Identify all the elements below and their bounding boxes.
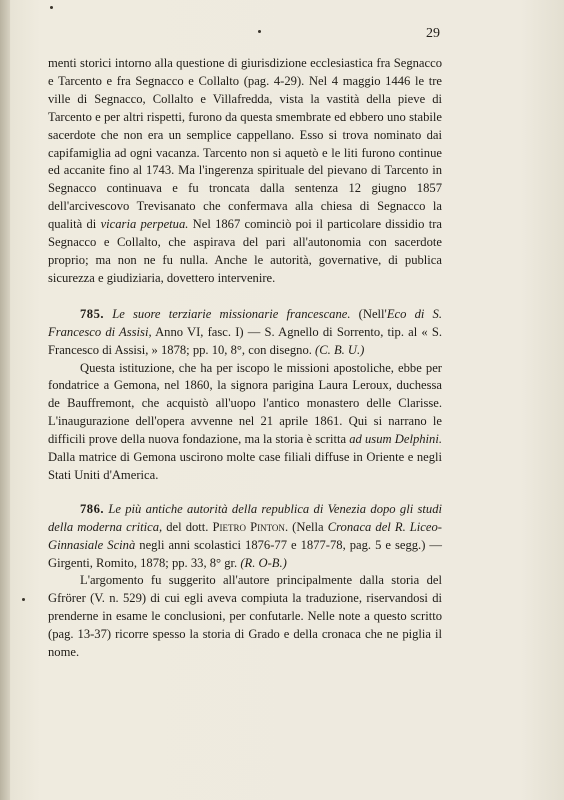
intro-text-end: Nel 1867 cominciò poi il particolare dissidio tra Segnacco e Collalto, che aspirava del pari all'autonomia con sacerdote proprio; ma non ne fu nulla. Anche le autorità, governative, di publica sicurezza e giudiziaria, dovettero intervenire. <box>48 217 442 285</box>
intro-italic: vicaria perpetua. <box>100 217 189 232</box>
entry-785-text <box>48 360 442 485</box>
entry-786-details: negli anni scolastici 1876-77 e 1877-78, pag. 5 e segg.) — Girgenti, Romito, 1878; pp. 33, 8° gr. <box>48 537 442 570</box>
entry-785-number: 785. <box>80 306 105 321</box>
entry-786-author: Pietro Pinton <box>212 519 285 534</box>
entry-786-source: Cronaca del R. Liceo-Ginnasiale Scinà <box>48 519 442 552</box>
entry-785-title: Le suore terziarie missionarie francescane. <box>112 306 351 321</box>
entry-785-source: Eco di S. Francesco di Assisi, <box>48 306 443 339</box>
entry-786-open: . (Nella <box>284 519 328 534</box>
entry-785-details: Anno VI, fasc. I) — S. Agnello di Sorrento, tip. al « S. Francesco di Assisi, » 1878; pp. 10, 8°, con disegno. <box>48 324 442 357</box>
page-body <box>48 55 442 662</box>
entry-786-title: Le più antiche autorità della republica di Venezia dopo gli studi della moderna critica, <box>48 501 442 534</box>
entry-786-signature: (R. O-B.) <box>240 555 287 570</box>
entry-785-signature: (C. B. U.) <box>315 342 365 357</box>
entry-786-text: L'argomento fu suggerito all'autore principalmente dalla storia del Gfrörer (V. n. 529) di cui egli aveva compiuta la traduzione, riservandosi di prenderne in esame le conclusioni, per confutarle. Nelle note a questo scritto (pag. 13-37) ricorre spesso la storia di Grado e della cronaca che ne piglia il nome. <box>48 573 442 660</box>
entry-785-text-italic: ad usum Delphini. <box>349 432 442 447</box>
page-gutter-shadow <box>0 0 10 800</box>
ink-speck <box>22 598 25 601</box>
ink-speck <box>258 30 261 33</box>
entry-785-open: (Nell' <box>350 306 387 321</box>
entry-786-author-pre: del dott. <box>162 519 213 534</box>
intro-paragraph <box>48 55 442 288</box>
entry-786-heading <box>48 501 442 573</box>
entry-786-number: 786. <box>80 501 105 516</box>
entry-785-heading <box>48 306 442 360</box>
entry-785-text-b: Dalla matrice di Gemona uscirono molte case filiali diffuse in Oriente e negli Stati Uniti d'America. <box>48 450 442 482</box>
ink-speck <box>50 6 53 9</box>
entry-785-text-a: Questa istituzione, che ha per iscopo le missioni apostoliche, ebbe per fondatrice a Gemona, nel 1860, la signora parigina Laura Leroux, duchessa de Bauffremont, che acquistò all'uopo l'antico monastero delle Clarisse. L'inaugurazione dell'opera avvenne nel 21 aprile 1861. Qui si narrano le difficili prove della nuova fondazione, ma la storia è scritta <box>48 360 442 447</box>
intro-text: menti storici intorno alla questione di giurisdizione ecclesiastica fra Segnacco e Tarcento e fra Segnacco e Collalto (pag. 4-29). Nel 4 maggio 1446 le tre ville di Segnacco, Collalto e Villafredda, vista la vastità della pieve di Tarcento e per altri rispetti, furono da questa smembrate ed ebbero uno stabile sacerdote che non era un semplice cappellano. Esso si trova nominato dai capifamiglia ad ogni vacanza. Tarcento non si aquetò e le liti furono continue ed accanite fino al 1743. Ma l'ingerenza spirituale del pievano di Tarcento in Segnacco continuava e fu troncata dalla sentenza 12 giugno 1857 dell'arcivescovo Trevisanato che confermava alla chiesa di Segnacco la qualità di <box>48 56 442 232</box>
page-number: 29 <box>426 26 440 41</box>
